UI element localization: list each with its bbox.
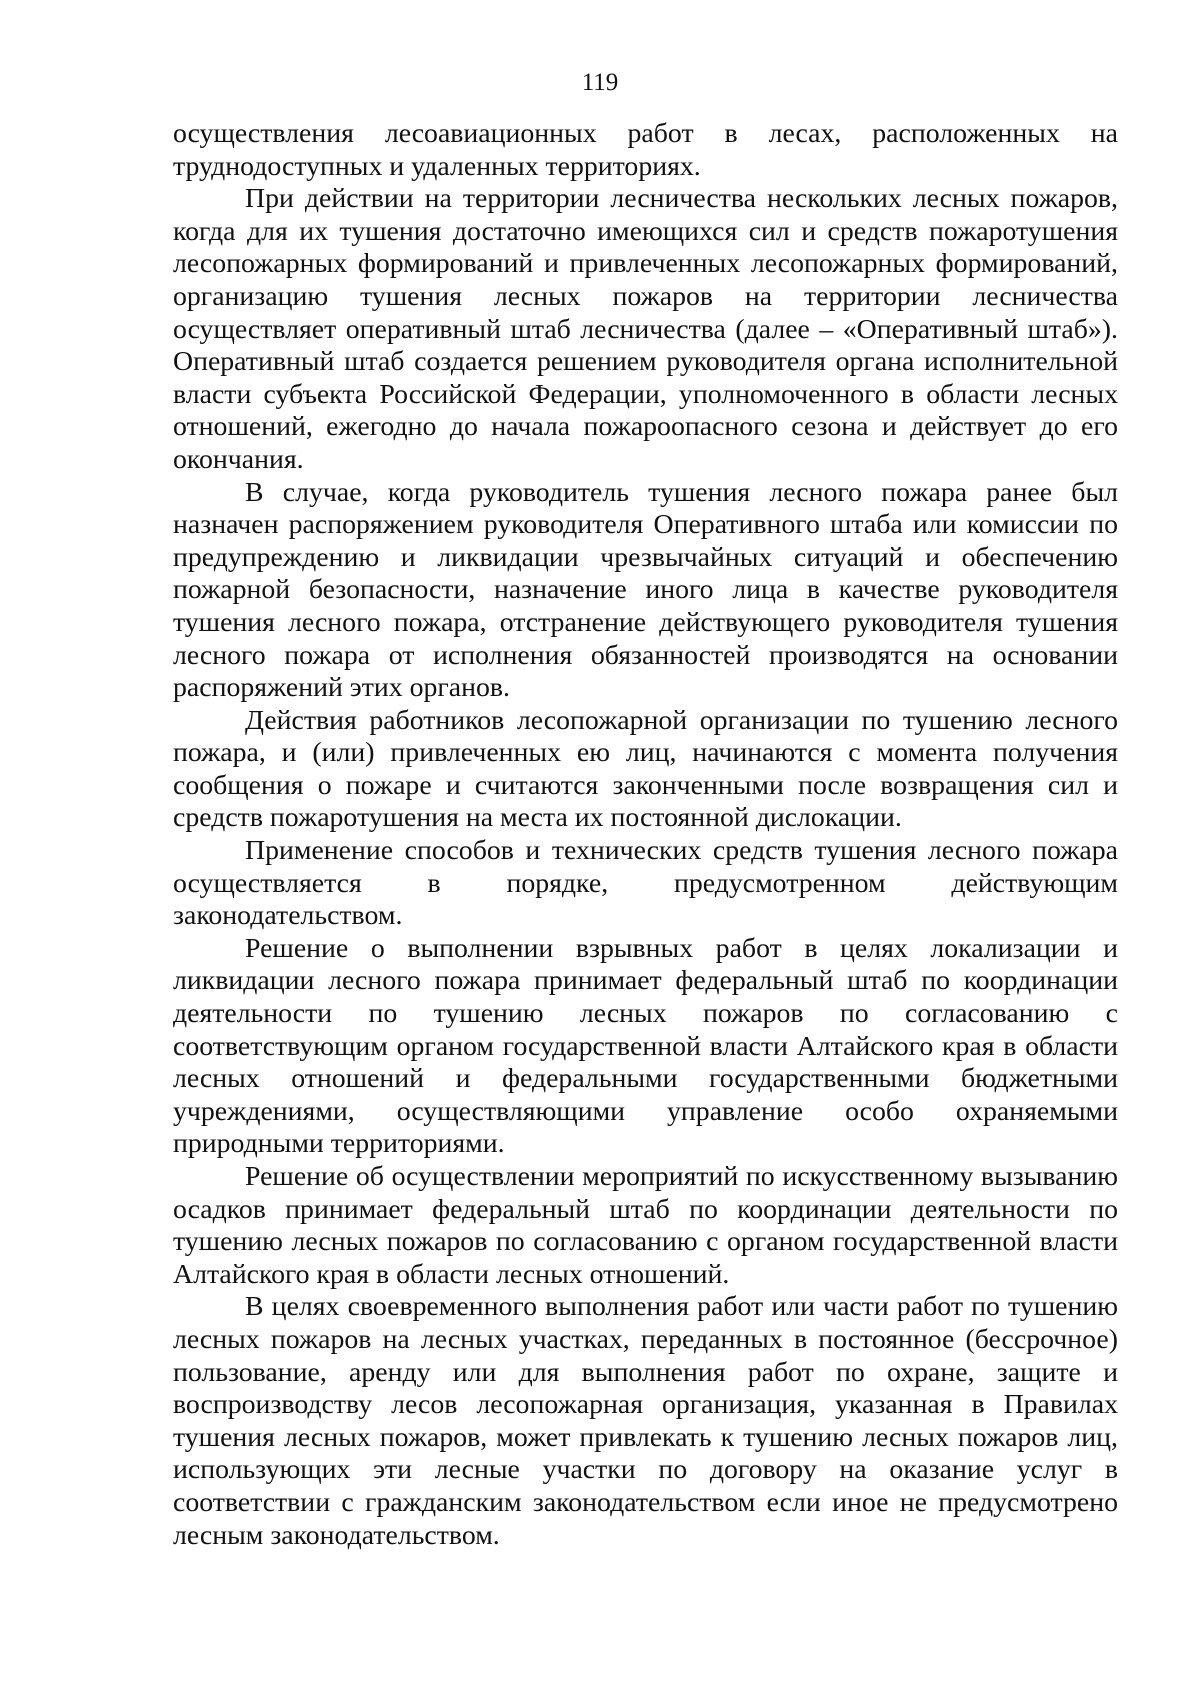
paragraph: Действия работников лесопожарной организации по тушению лесного пожара, и (или) привлеченных ею лиц, начинаются с момента получения сообщения о пожаре и считаются законченными после возвращения сил и средств пожаротушения на места их постоянной дислокации. — [173, 704, 1118, 834]
paragraph: В целях своевременного выполнения работ или части работ по тушению лесных пожаров на лесных участках, переданных в постоянное (бессрочное) пользование, аренду или для выполнения работ по охране, защите и воспроизводству лесов лесопожарная организация, указанная в Правилах тушения лесных пожаров, может привлекать к тушению лесных пожаров лиц, использующих эти лесные участки по договору на оказание услуг в соответствии с гражданским законодательством если иное не предусмотрено лесным законодательством. — [173, 1291, 1118, 1551]
paragraph: Применение способов и технических средств тушения лесного пожара осуществляется в порядке, предусмотренном действующим законодательством. — [173, 835, 1118, 932]
paragraph: Решение об осуществлении мероприятий по искусственному вызыванию осадков принимает федеральный штаб по координации деятельности по тушению лесных пожаров по согласованию с органом государственной власти Алтайского края в области лесных отношений. — [173, 1161, 1118, 1290]
document-body — [173, 118, 1118, 1552]
paragraph: Решение о выполнении взрывных работ в целях локализации и ликвидации лесного пожара принимает федеральный штаб по координации деятельности по тушению лесных пожаров по согласованию с соответствующим органом государственной власти Алтайского края в области лесных отношений и федеральными государственными бюджетными учреждениями, осуществляющими управление особо охраняемыми природными территориями. — [173, 932, 1118, 1160]
paragraph: При действии на территории лесничества нескольких лесных пожаров, когда для их тушения достаточно имеющихся сил и средств пожаротушения лесопожарных формирований и привлеченных лесопожарных формирований, организацию тушения лесных пожаров на территории лесничества осуществляет оперативный штаб лесничества (далее – «Оперативный штаб»). Оперативный штаб создается решением руководителя органа исполнительной власти субъекта Российской Федерации, уполномоченного в области лесных отношений, ежегодно до начала пожароопасного сезона и действует до его окончания. — [173, 183, 1118, 475]
page-number: 119 — [581, 69, 619, 96]
paragraph: В случае, когда руководитель тушения лесного пожара ранее был назначен распоряжением руководителя Оперативного штаба или комиссии по предупреждению и ликвидации чрезвычайных ситуаций и обеспечению пожарной безопасности, назначение иного лица в качестве руководителя тушения лесного пожара, отстранение действующего руководителя тушения лесного пожара от исполнения обязанностей производятся на основании распоряжений этих органов. — [173, 476, 1118, 704]
paragraph-continuation: осуществления лесоавиационных работ в лесах, расположенных на труднодоступных и удаленных территориях. — [173, 118, 1118, 182]
